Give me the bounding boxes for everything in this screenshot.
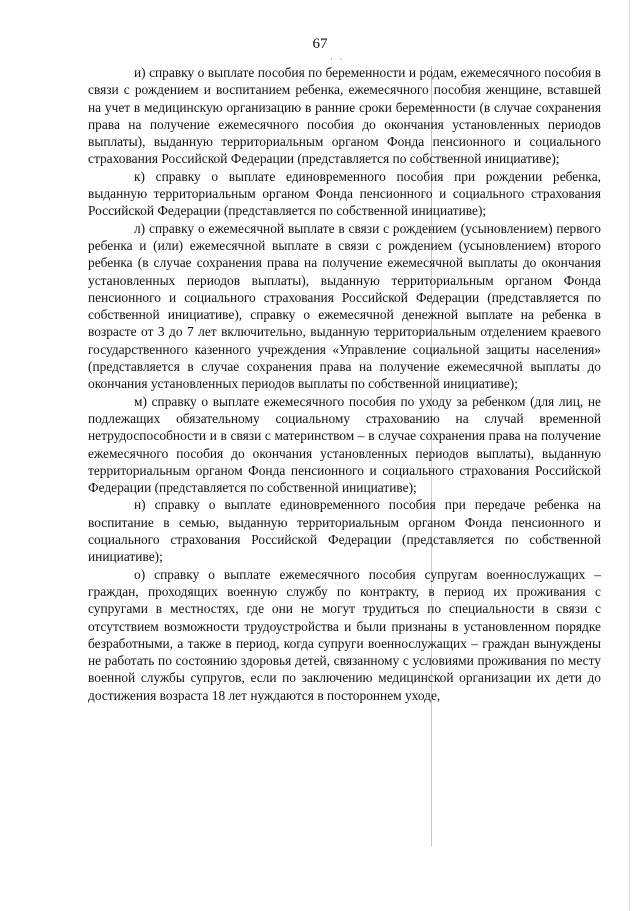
paragraph-m: м) справку о выплате ежемесячного пособия по уходу за ребенком (для лиц, не подлежащих обязательному социальному страхованию на случай временной нетрудоспособности и в связи с материнством – в случае сохранения права на получение ежемесячного пособия до окончания установленных периодов выплаты), выданную территориальным органом Фонда пенсионного и социального страхования Российской Федерации (представляется по собственной инициативе); — [88, 393, 601, 496]
paragraph-o: о) справку о выплате ежемесячного пособия супругам военнослужащих – граждан, проходящих военную службу по контракту, в период их проживания с супругами в местностях, где они не могут трудиться по специальности в связи с отсутствием возможности трудоустройства и были признаны в установленном порядке безработными, а также в период, когда супруги военнослужащих – граждан вынуждены не работать по состоянию здоровья детей, связанному с условиями проживания по месту военной службы супругов, если по заключению медицинской организации их дети до достижения возраста 18 лет нуждаются в постороннем уходе, — [88, 566, 601, 703]
scan-artifact-dots: · · — [330, 54, 345, 64]
document-body — [88, 64, 601, 704]
scan-edge-line — [629, 0, 630, 911]
page-number: 67 — [312, 36, 328, 52]
paragraph-l: л) справку о ежемесячной выплате в связи с рождением (усыновлением) первого ребенка и (или) ежемесячной выплате в связи с рождением (усыновлением) второго ребенка (в случае сохранения права на получение ежемесячной выплаты до окончания установленных периодов выплаты), выданную территориальным органом Фонда пенсионного и социального страхования Российской Федерации (представляется по собственной инициативе), справку о ежемесячной денежной выплате на ребенка в возрасте от 3 до 7 лет включительно, выданную территориальным отделением краевого государственного казенного учреждения «Управление социальной защиты населения» (представляется в случае сохранения права на получение ежемесячной выплаты до окончания установленных периодов выплаты по собственной инициативе); — [88, 220, 601, 392]
paragraph-i: и) справку о выплате пособия по беременности и родам, ежемесячного пособия в связи с рождением и воспитанием ребенка, ежемесячного пособия женщине, вставшей на учет в медицинскую организацию в ранние сроки беременности (в случае сохранения права на получение ежемесячного пособия до окончания установленных периодов выплаты), выданную территориальным органом Фонда пенсионного и социального страхования Российской Федерации (представляется по собственной инициативе); — [88, 65, 601, 167]
paragraph-k: к) справку о выплате единовременного пособия при рождении ребенка, выданную территориальным органом Фонда пенсионного и социального страхования Российской Федерации (представляется по собственной инициативе); — [88, 168, 601, 219]
paragraph-n: н) справку о выплате единовременного пособия при передаче ребенка на воспитание в семью, выданную территориальным органом Фонда пенсионного и социального страхования Российской Федерации (представляется по собственной инициативе); — [88, 497, 601, 565]
